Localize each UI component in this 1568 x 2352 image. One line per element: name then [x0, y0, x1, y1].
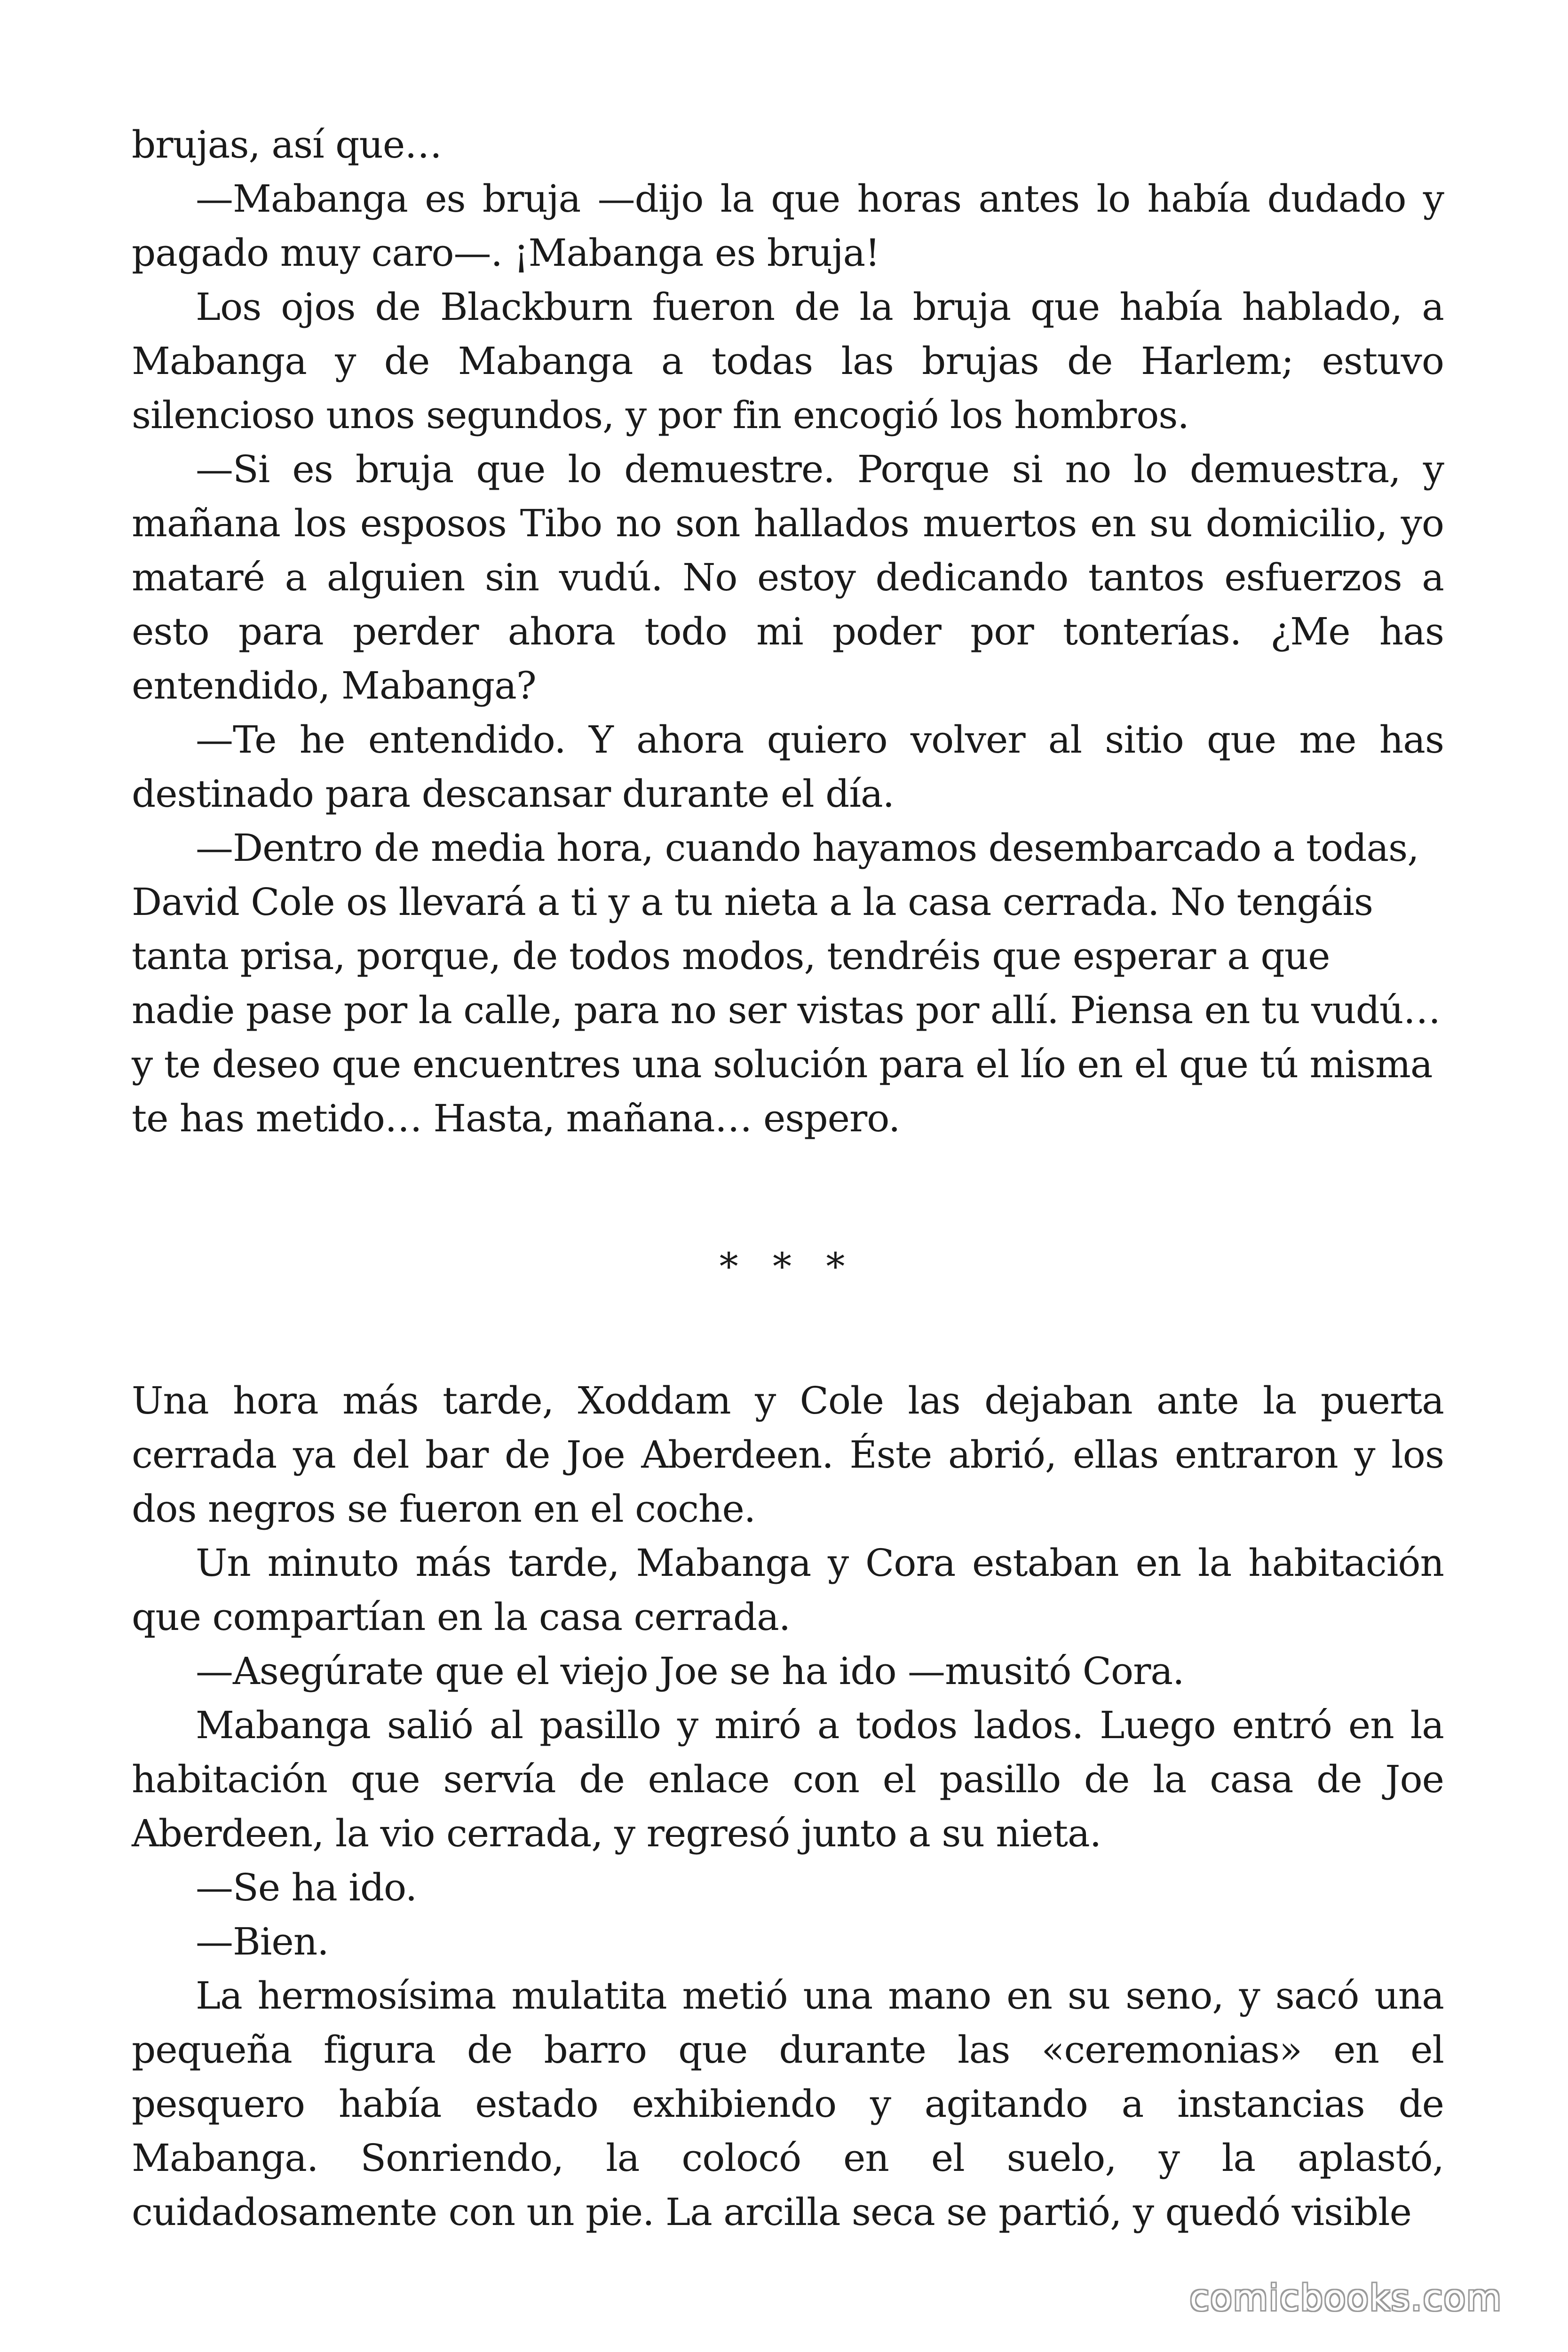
watermark: comicbooks.com: [1189, 2277, 1502, 2319]
paragraph: —Asegúrate que el viejo Joe se ha ido —musitó Cora.: [196, 1649, 1184, 1693]
paragraph: Un minuto más tarde, Mabanga y Cora estaban en la habitación que compartían en la casa cerrada.: [132, 1541, 1444, 1639]
page-body: [132, 118, 1444, 2239]
paragraph: La hermosísima mulatita metió una mano en su seno, y sacó una pequeña figura de barro que durante las «ceremonias» en el pesquero había estado exhibiendo y agitando a instancias de Mabanga. Sonriendo, la colocó en el suelo, y la aplastó, cuidadosamente con un pie. La arcilla seca se partió, y quedó visible: [132, 1974, 1444, 2234]
section-separator: * * *: [719, 1245, 856, 1288]
paragraph: Los ojos de Blackburn fueron de la bruja que había hablado, a Mabanga y de Mabanga a todas las brujas de Harlem; estuvo silencioso unos segundos, y por fin encogió los hombros.: [132, 285, 1444, 437]
paragraph: Mabanga salió al pasillo y miró a todos lados. Luego entró en la habitación que servía de enlace con el pasillo de la casa de Joe Aberdeen, la vio cerrada, y regresó junto a su nieta.: [132, 1703, 1444, 1855]
paragraph: —Dentro de media hora, cuando hayamos desembarcado a todas, David Cole os llevará a ti y a tu nieta a la casa cerrada. No tengáis tanta prisa, porque, de todos modos, tendréis que esperar a que nadie pase por la calle, para no ser vistas por allí. Piensa en tu vudú… y te deseo que encuentres una solución para el lío en el que tú misma te has metido… Hasta, mañana… espero.: [132, 826, 1441, 1140]
paragraph: —Se ha ido.: [196, 1866, 417, 1909]
paragraph: —Te he entendido. Y ahora quiero volver al sitio que me has destinado para descansar durante el día.: [132, 718, 1444, 816]
paragraph: Una hora más tarde, Xoddam y Cole las dejaban ante la puerta cerrada ya del bar de Joe Aberdeen. Éste abrió, ellas entraron y los dos negros se fueron en el coche.: [132, 1379, 1444, 1531]
paragraph: —Bien.: [196, 1920, 329, 1963]
paragraph: —Si es bruja que lo demuestre. Porque si no lo demuestra, y mañana los esposos Tibo no son hallados muertos en su domicilio, yo mataré a alguien sin vudú. No estoy dedicando tantos esfuerzos a esto para perder ahora todo mi poder por tonterías. ¿Me has entendido, Mabanga?: [132, 447, 1444, 707]
paragraph: brujas, así que…: [132, 123, 442, 167]
paragraph: —Mabanga es bruja —dijo la que horas antes lo había dudado y pagado muy caro—. ¡Mabanga es bruja!: [132, 177, 1444, 275]
